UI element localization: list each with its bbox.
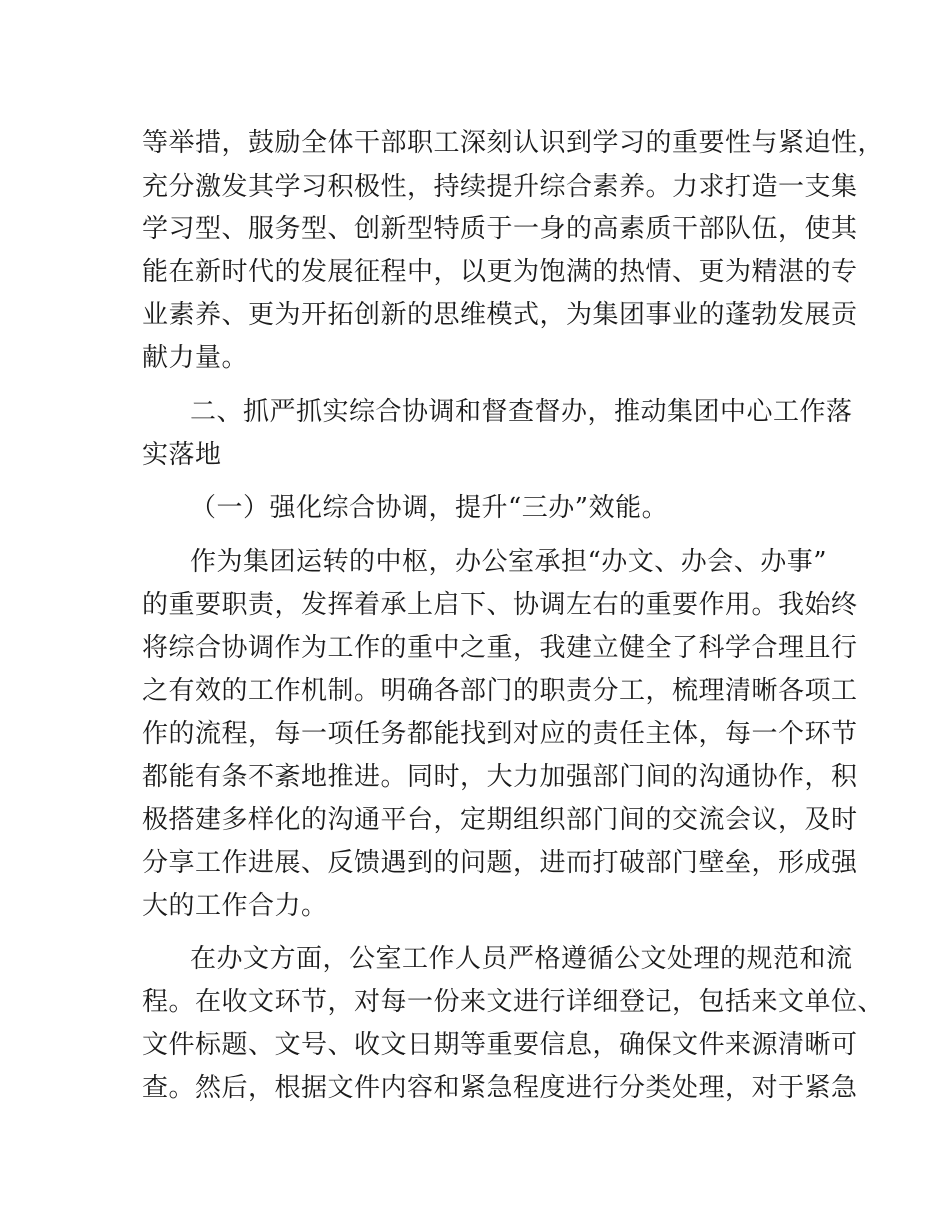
body-text-line: 文件标题、文号、收文日期等重要信息，确保文件来源清晰可 bbox=[142, 1030, 858, 1060]
body-text-line: 之有效的工作机制。明确各部门的职责分工，梳理清晰各项工 bbox=[142, 676, 858, 706]
section-heading-continuation: 实落地 bbox=[142, 440, 222, 470]
section-heading: 二、抓严抓实综合协调和督查督办，推动集团中心工作落 bbox=[190, 397, 853, 427]
body-text-line: 极搭建多样化的沟通平台，定期组织部门间的交流会议，及时 bbox=[142, 805, 858, 835]
body-text-line: 等举措，鼓励全体干部职工深刻认识到学习的重要性与紧迫性， bbox=[142, 128, 885, 158]
body-text-line: 查。然后，根据文件内容和紧急程度进行分类处理，对于紧急 bbox=[142, 1073, 858, 1103]
body-text-line: 能在新时代的发展征程中，以更为饱满的热情、更为精湛的专 bbox=[142, 257, 858, 287]
body-text-line: 作的流程，每一项任务都能找到对应的责任主体，每一个环节 bbox=[142, 719, 858, 749]
body-text-line: 业素养、更为开拓创新的思维模式，为集团事业的蓬勃发展贡 bbox=[142, 300, 858, 330]
body-text-line: 充分激发其学习积极性，持续提升综合素养。力求打造一支集 bbox=[142, 172, 858, 202]
body-text-line: 大的工作合力。 bbox=[142, 891, 328, 921]
body-text-line: 分享工作进展、反馈遇到的问题，进而打破部门壁垒，形成强 bbox=[142, 848, 858, 878]
body-text-line: 程。在收文环节，对每一份来文进行详细登记，包括来文单位、 bbox=[142, 987, 885, 1017]
body-text-line: 作为集团运转的中枢，办公室承担“办文、办会、办事” bbox=[190, 547, 828, 577]
body-text-line: 献力量。 bbox=[142, 343, 249, 373]
body-text-line: 将综合协调作为工作的重中之重，我建立健全了科学合理且行 bbox=[142, 633, 858, 663]
body-text-line: 学习型、服务型、创新型特质于一身的高素质干部队伍，使其 bbox=[142, 214, 858, 244]
body-text-line: 都能有条不紊地推进。同时，大力加强部门间的沟通协作，积 bbox=[142, 762, 858, 792]
body-text-line: 在办文方面，公室工作人员严格遵循公文处理的规范和流 bbox=[190, 944, 853, 974]
subsection-heading: （一）强化综合协调，提升“三办”效能。 bbox=[190, 493, 669, 523]
body-text-line: 的重要职责，发挥着承上启下、协调左右的重要作用。我始终 bbox=[142, 590, 858, 620]
